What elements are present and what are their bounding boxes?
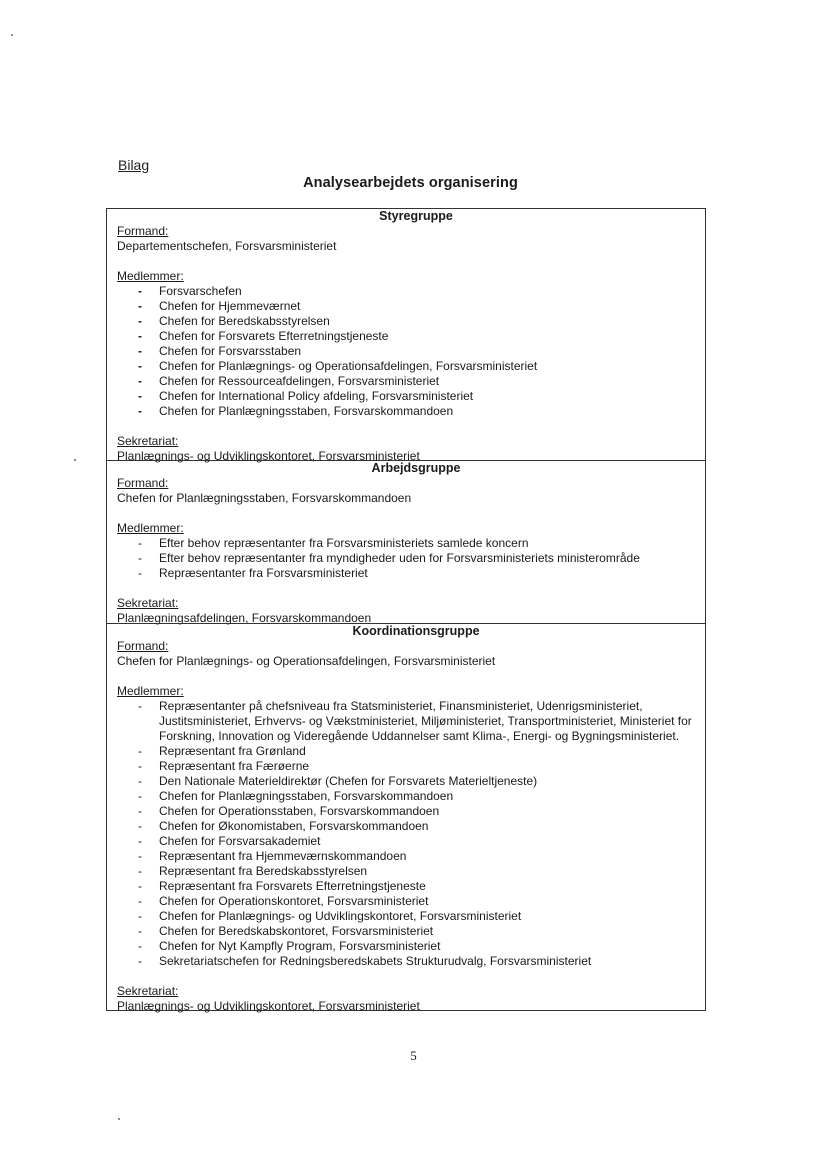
member-item: - Repræsentant fra Beredskabsstyrelsen <box>107 864 705 879</box>
section-koordinationsgruppe <box>107 623 705 1011</box>
member-item: - Repræsentant fra Grønland <box>107 744 705 759</box>
member-item: - Efter behov repræsentanter fra Forsvarsministeriets samlede koncern <box>107 536 705 551</box>
member-list <box>107 536 705 581</box>
member-item: - Chefen for Planlægningsstaben, Forsvarskommandoen <box>107 404 705 419</box>
medlemmer-label: Medlemmer: <box>117 269 184 283</box>
member-list <box>107 699 705 969</box>
section-title: Styregruppe <box>379 209 453 223</box>
member-item: - Den Nationale Materieldirektør (Chefen for Forsvarets Materieltjeneste) <box>107 774 705 789</box>
organization-table <box>106 208 706 1011</box>
member-item: - Chefen for Planlægningsstaben, Forsvarskommandoen <box>107 789 705 804</box>
member-item: - Chefen for Forsvarsstaben <box>107 344 705 359</box>
member-item: - Chefen for Økonomistaben, Forsvarskommandoen <box>107 819 705 834</box>
sekretariat-value: Planlægnings- og Udviklingskontoret, Forsvarsministeriet <box>117 999 420 1013</box>
sekretariat-value: Planlægningsafdelingen, Forsvarskommandoen <box>117 611 372 625</box>
formand-label: Formand: <box>117 224 169 238</box>
member-item: - Repræsentanter fra Forsvarsministeriet <box>107 566 705 581</box>
section-title: Koordinationsgruppe <box>352 624 480 638</box>
document-title: Analysearbejdets organisering <box>303 175 518 191</box>
formand-label: Formand: <box>117 639 169 653</box>
section-styregruppe <box>107 209 705 463</box>
section-arbejdsgruppe <box>107 460 705 624</box>
formand-value: Chefen for Planlægnings- og Operationsafdelingen, Forsvarsministeriet <box>117 654 496 668</box>
formand-value: Chefen for Planlægningsstaben, Forsvarskommandoen <box>117 491 412 505</box>
formand-value: Departementschefen, Forsvarsministeriet <box>117 239 337 253</box>
member-item: - Chefen for International Policy afdeling, Forsvarsministeriet <box>107 389 705 404</box>
member-item: - Chefen for Forsvarets Efterretningstjeneste <box>107 329 705 344</box>
member-item: - Chefen for Operationsstaben, Forsvarskommandoen <box>107 804 705 819</box>
member-item: - Chefen for Planlægnings- og Operationsafdelingen, Forsvarsministeriet <box>107 359 705 374</box>
sekretariat-label: Sekretariat: <box>117 434 179 448</box>
member-item: - Chefen for Ressourceafdelingen, Forsvarsministeriet <box>107 374 705 389</box>
member-item: - Repræsentanter på chefsniveau fra Statsministeriet, Finansministeriet, Udenrigsministeriet, Justitsministeriet, Erhvervs- og Vækstministeriet, Miljøministeriet, Transportministeriet, Ministeriet for Forskning, Innovation og Videregående Uddannelser samt Klima-, Energi- og Bygningsministeriet. <box>107 699 705 744</box>
scan-speck <box>11 34 13 36</box>
sekretariat-label: Sekretariat: <box>117 984 179 998</box>
page-number: 5 <box>410 1048 417 1063</box>
member-item: - Chefen for Forsvarsakademiet <box>107 834 705 849</box>
member-item: - Forsvarschefen <box>107 284 705 299</box>
member-item: - Chefen for Beredskabsstyrelsen <box>107 314 705 329</box>
member-item: - Chefen for Planlægnings- og Udviklingskontoret, Forsvarsministeriet <box>107 909 705 924</box>
sekretariat-label: Sekretariat: <box>117 596 179 610</box>
scan-speck <box>74 459 76 461</box>
member-item: - Repræsentant fra Hjemmeværnskommandoen <box>107 849 705 864</box>
scan-speck <box>118 1118 120 1120</box>
member-item: - Chefen for Operationskontoret, Forsvarsministeriet <box>107 894 705 909</box>
section-title: Arbejdsgruppe <box>371 461 461 475</box>
bilag-heading: Bilag <box>118 157 150 173</box>
member-item: - Chefen for Hjemmeværnet <box>107 299 705 314</box>
member-item: - Efter behov repræsentanter fra myndigheder uden for Forsvarsministeriets ministerområde <box>107 551 705 566</box>
member-item: - Chefen for Beredskabskontoret, Forsvarsministeriet <box>107 924 705 939</box>
sekretariat-value: Planlægnings- og Udviklingskontoret, Forsvarsministeriet <box>117 449 420 463</box>
member-item: - Chefen for Nyt Kampfly Program, Forsvarsministeriet <box>107 939 705 954</box>
medlemmer-label: Medlemmer: <box>117 684 184 698</box>
member-item: - Repræsentant fra Forsvarets Efterretningstjeneste <box>107 879 705 894</box>
member-item: - Sekretariatschefen for Redningsberedskabets Strukturudvalg, Forsvarsministeriet <box>107 954 705 969</box>
member-item: - Repræsentant fra Færøerne <box>107 759 705 774</box>
member-list <box>107 284 705 419</box>
medlemmer-label: Medlemmer: <box>117 521 184 535</box>
formand-label: Formand: <box>117 476 169 490</box>
